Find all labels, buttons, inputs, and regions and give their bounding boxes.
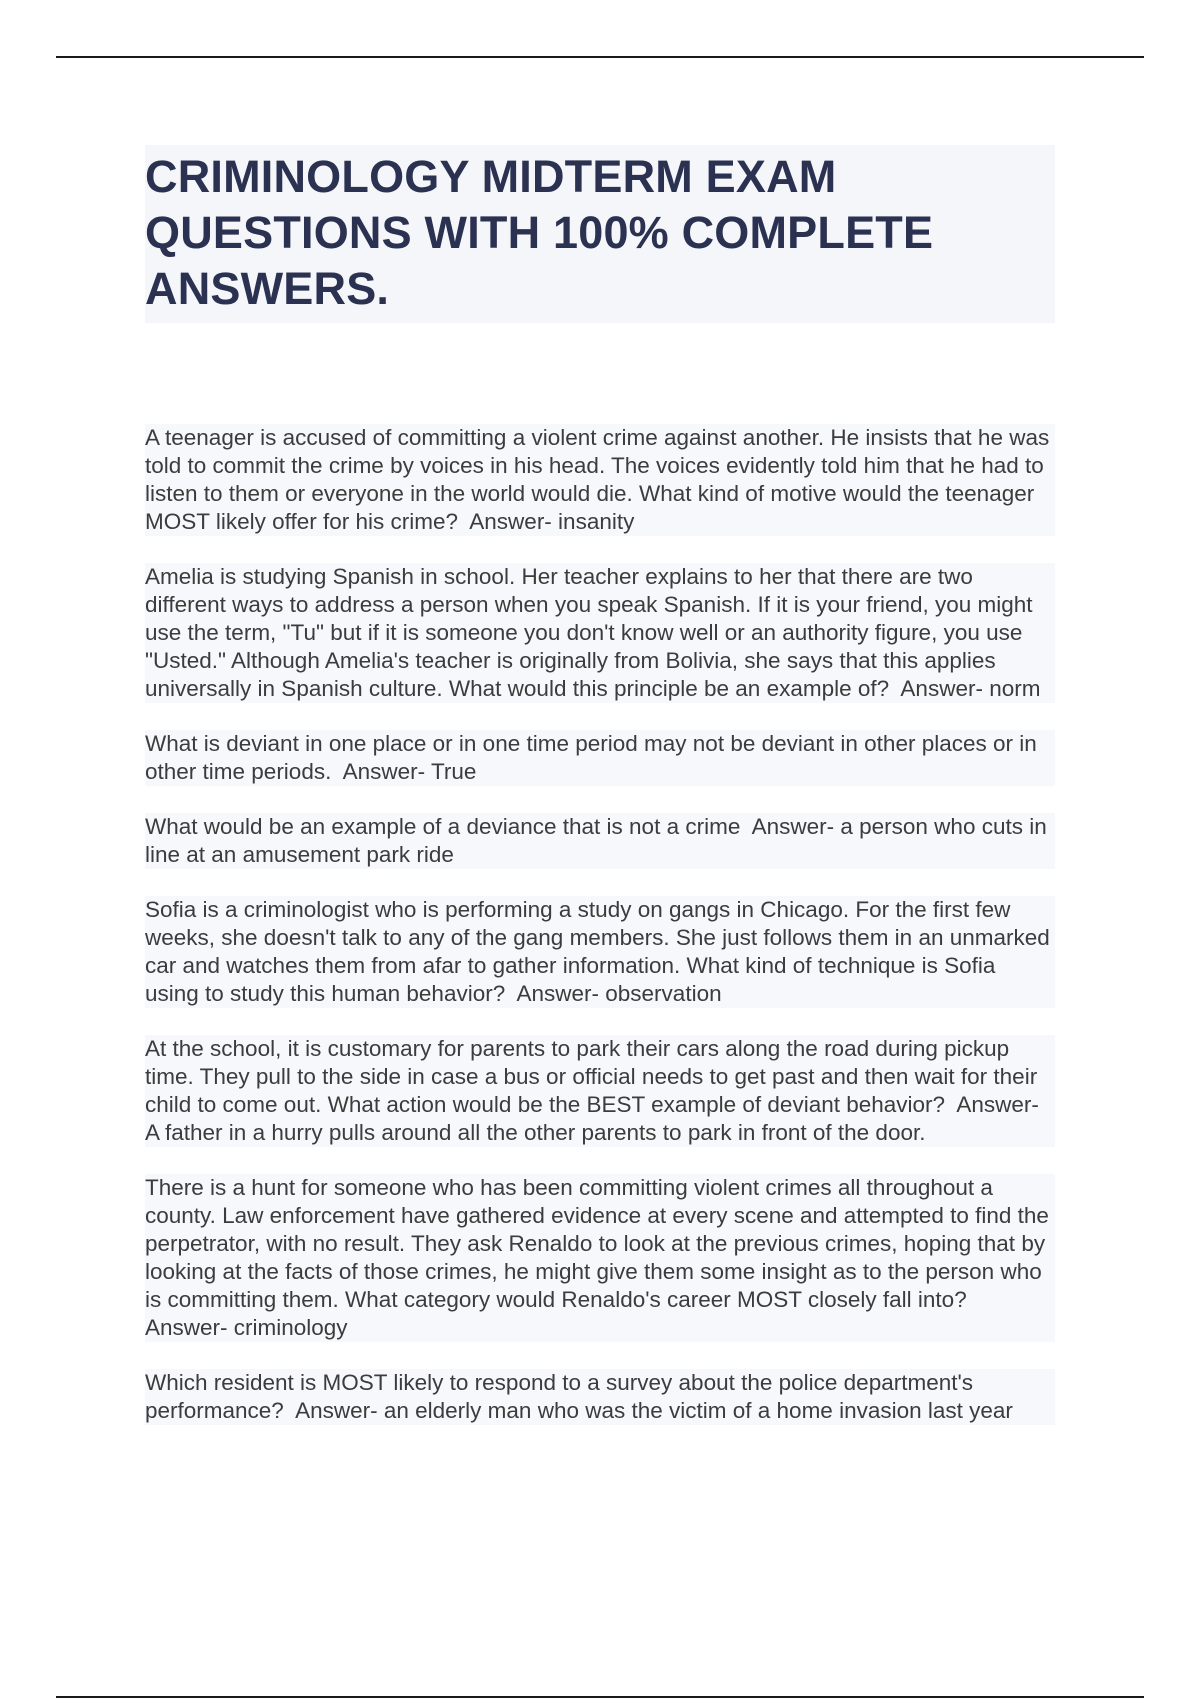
question-text: Amelia is studying Spanish in school. Her teacher explains to her that there are two different ways to address a person when you speak Spanish. If it is your friend, you might use the term, "Tu" but if it is someone you don't know well or an authority figure, you use "Usted." Although Amelia's teacher is originally from Bolivia, she says that this applies universally in Spanish culture. What would this principle be an example of? <box>145 564 1033 701</box>
qa-item <box>145 1369 1055 1425</box>
qa-item <box>145 1035 1055 1147</box>
qa-item <box>145 1174 1055 1342</box>
question-text: At the school, it is customary for parents to park their cars along the road during pickup time. They pull to the side in case a bus or official needs to get past and then wait for their child to come out. What action would be the BEST example of deviant behavior? <box>145 1036 1038 1117</box>
qa-list <box>145 424 1055 1452</box>
question-text: A teenager is accused of committing a violent crime against another. He insists that he was told to commit the crime by voices in his head. The voices evidently told him that he had to listen to them or everyone in the world would die. What kind of motive would the teenager MOST likely offer for his crime? <box>145 425 1050 534</box>
question-text: Which resident is MOST likely to respond to a survey about the police department's performance? <box>145 1370 974 1423</box>
question-text: What is deviant in one place or in one time period may not be deviant in other places or in other time periods. <box>145 731 1037 784</box>
answer-text: Answer- a person who cuts in line at an amusement park ride <box>145 814 1047 867</box>
answer-text: Answer- A father in a hurry pulls around all the other parents to park in front of the door. <box>145 1092 1039 1145</box>
qa-item <box>145 896 1055 1008</box>
qa-item <box>145 730 1055 786</box>
top-rule <box>56 56 1144 58</box>
answer-text: Answer- insanity <box>469 509 635 534</box>
qa-item <box>145 813 1055 869</box>
question-text: There is a hunt for someone who has been committing violent crimes all throughout a county. Law enforcement have gathered evidence at every scene and attempted to find the perpetrator, with no result. They ask Renaldo to look at the previous crimes, hoping that by looking at the facts of those crimes, he might give them some insight as to the person who is committing them. What category would Renaldo's career MOST closely fall into? <box>145 1175 1049 1312</box>
question-text: Sofia is a criminologist who is performing a study on gangs in Chicago. For the first few weeks, she doesn't talk to any of the gang members. She just follows them in an unmarked car and watches them from afar to gather information. What kind of technique is Sofia using to study this human behavior? <box>145 897 1050 1006</box>
qa-item <box>145 563 1055 703</box>
answer-text: Answer- an elderly man who was the victim of a home invasion last year <box>295 1398 1013 1423</box>
answer-text: Answer- observation <box>516 981 722 1006</box>
bottom-rule <box>56 1696 1144 1698</box>
answer-text: Answer- True <box>342 759 477 784</box>
question-text: What would be an example of a deviance that is not a crime <box>145 814 741 839</box>
title-block <box>145 145 1055 323</box>
answer-text: Answer- criminology <box>145 1315 348 1340</box>
answer-text: Answer- norm <box>900 676 1041 701</box>
qa-item <box>145 424 1055 536</box>
document-title: CRIMINOLOGY MIDTERM EXAM QUESTIONS WITH 100% COMPLETE ANSWERS. <box>145 151 934 314</box>
